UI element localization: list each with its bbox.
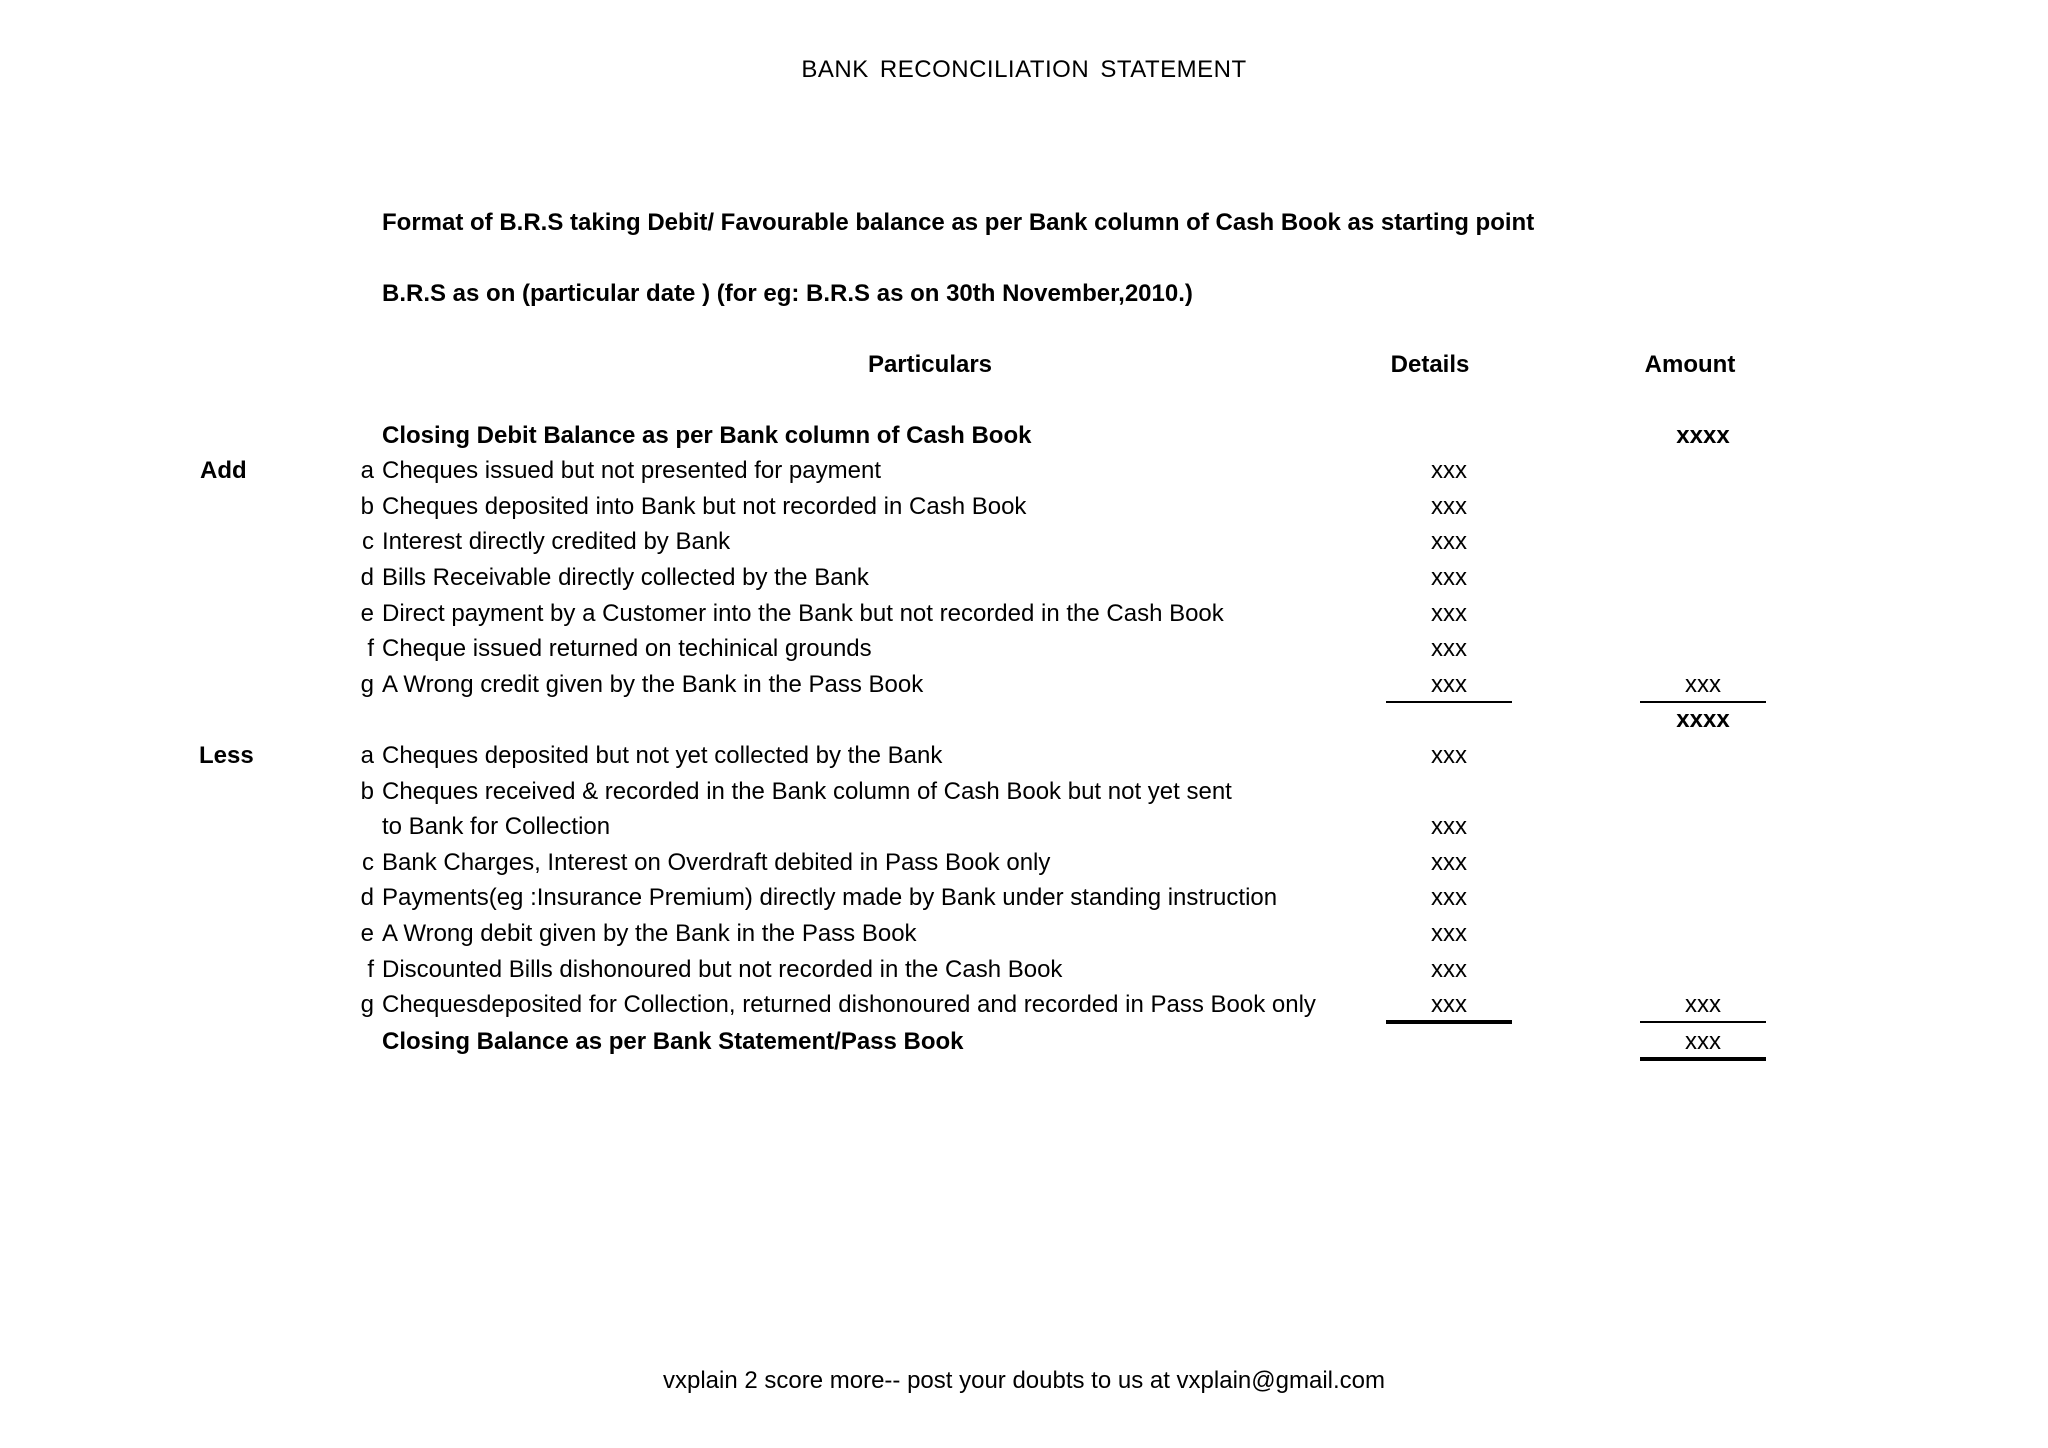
item-details: xxx	[1431, 600, 1467, 627]
item-amount: xxx	[1685, 671, 1721, 698]
closing-balance-label: Closing Balance as per Bank Statement/Pass Book	[382, 1028, 964, 1055]
item-letter: c	[362, 849, 374, 876]
footer-note: vxplain 2 score more-- post your doubts to us at vxplain@gmail.com	[662, 1367, 1385, 1394]
closing-double-rule	[1640, 1057, 1766, 1061]
item-details: xxx	[1431, 564, 1467, 591]
item-text: A Wrong credit given by the Bank in the Pass Book	[382, 671, 924, 698]
details-total-rule	[1386, 1020, 1512, 1024]
item-text: Discounted Bills dishonoured but not recorded in the Cash Book	[382, 956, 1063, 983]
item-letter: e	[360, 600, 374, 627]
amount-total-rule	[1640, 1021, 1766, 1023]
item-text: Cheques deposited but not yet collected by the Bank	[382, 742, 943, 769]
item-text: Interest directly credited by Bank	[382, 528, 731, 555]
item-text: Bank Charges, Interest on Overdraft debited in Pass Book only	[382, 849, 1051, 876]
item-details: xxx	[1431, 920, 1467, 947]
item-letter: f	[367, 635, 374, 662]
item-amount: xxx	[1685, 991, 1721, 1018]
item-text: Cheques received & recorded in the Bank column of Cash Book but not yet sent	[382, 778, 1232, 805]
item-details: xxx	[1431, 493, 1467, 520]
column-header-particulars: Particulars	[867, 351, 993, 378]
item-text: Payments(eg :Insurance Premium) directly made by Bank under standing instruction	[382, 884, 1278, 911]
item-text: Chequesdeposited for Collection, returned dishonoured and recorded in Pass Book only	[382, 991, 1316, 1018]
column-header-amount: Amount	[1644, 351, 1736, 378]
item-text: Cheques issued but not presented for payment	[382, 457, 881, 484]
item-letter: a	[360, 742, 374, 769]
closing-balance-amount: xxx	[1685, 1028, 1721, 1055]
item-letter: e	[360, 920, 374, 947]
item-letter: d	[360, 564, 374, 591]
item-letter: g	[360, 991, 374, 1018]
item-details: xxx	[1431, 849, 1467, 876]
item-details: xxx	[1431, 635, 1467, 662]
item-letter: b	[360, 493, 374, 520]
opening-balance-amount: xxxx	[1676, 422, 1730, 449]
item-letter: d	[360, 884, 374, 911]
less-section-label: Less	[199, 742, 254, 769]
item-letter: c	[362, 528, 374, 555]
format-heading: Format of B.R.S taking Debit/ Favourable balance as per Bank column of Cash Book as starting point	[382, 209, 1535, 236]
item-text: Direct payment by a Customer into the Bank but not recorded in the Cash Book	[382, 600, 1224, 627]
item-details: xxx	[1431, 991, 1467, 1018]
add-section-label: Add	[200, 457, 247, 484]
item-details: xxx	[1431, 884, 1467, 911]
item-text: A Wrong debit given by the Bank in the Pass Book	[382, 920, 917, 947]
item-text: Bills Receivable directly collected by the Bank	[382, 564, 869, 591]
item-details: xxx	[1431, 742, 1467, 769]
column-header-details: Details	[1390, 351, 1470, 378]
document-title: BANK RECONCILIATION STATEMENT	[801, 56, 1247, 83]
opening-balance-label: Closing Debit Balance as per Bank column of Cash Book	[382, 422, 1032, 449]
add-subtotal-amount: xxxx	[1676, 706, 1730, 733]
item-details: xxx	[1431, 813, 1467, 840]
item-letter: b	[360, 778, 374, 805]
item-details: xxx	[1431, 457, 1467, 484]
item-text: Cheque issued returned on techinical grounds	[382, 635, 872, 662]
amount-subtotal-rule	[1640, 701, 1766, 703]
item-letter: f	[367, 956, 374, 983]
item-letter: a	[360, 457, 374, 484]
item-details: xxx	[1431, 528, 1467, 555]
item-details: xxx	[1431, 956, 1467, 983]
details-subtotal-rule	[1386, 701, 1512, 703]
item-details: xxx	[1431, 671, 1467, 698]
item-text: Cheques deposited into Bank but not recorded in Cash Book	[382, 493, 1027, 520]
item-letter: g	[360, 671, 374, 698]
item-text-continuation: to Bank for Collection	[382, 813, 611, 840]
date-heading: B.R.S as on (particular date ) (for eg: B.R.S as on 30th November,2010.)	[382, 280, 1193, 307]
